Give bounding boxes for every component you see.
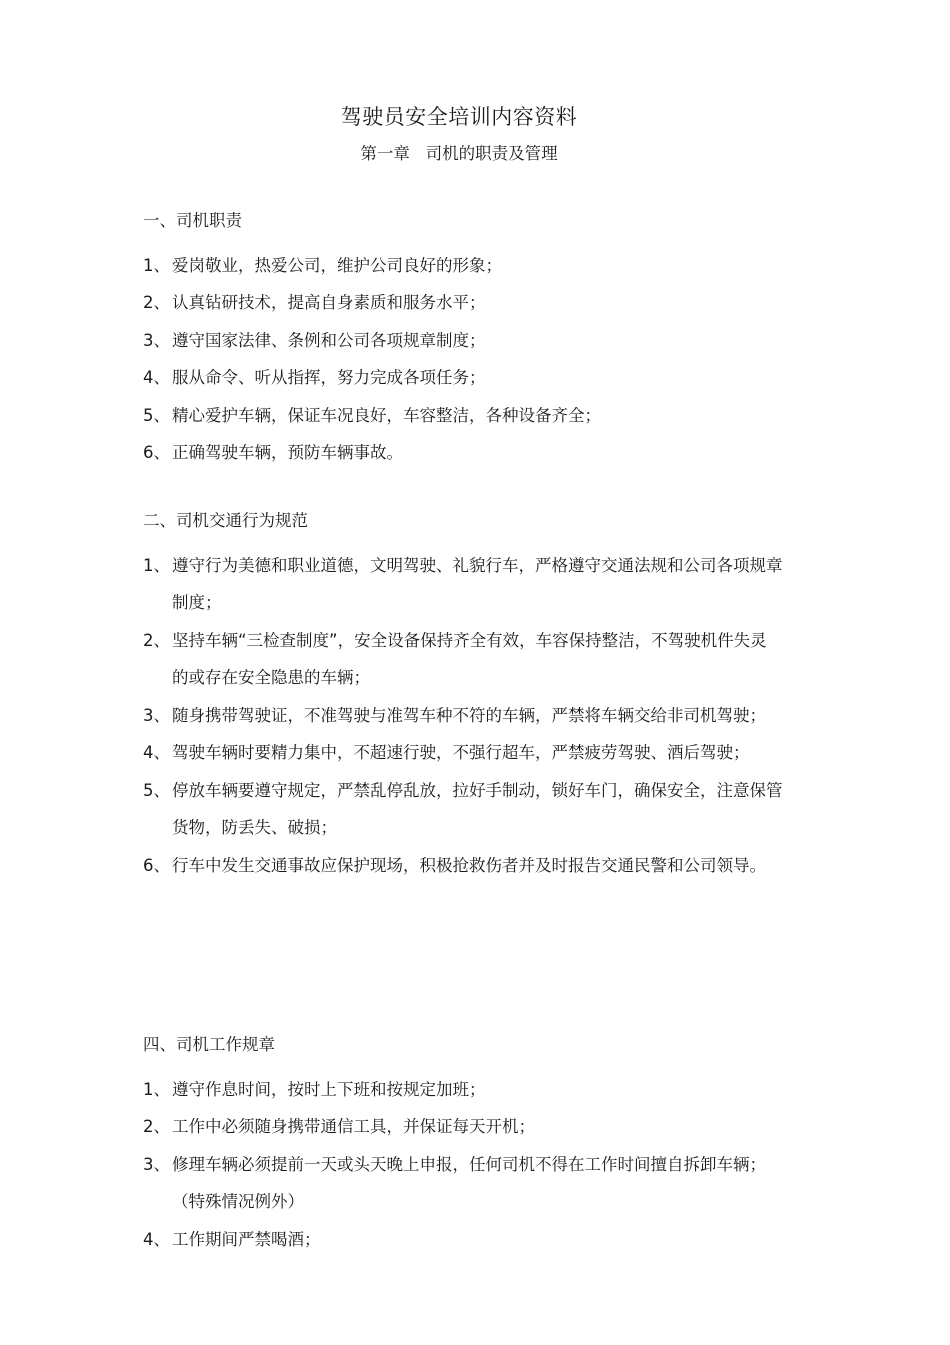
list-item [143,772,783,847]
item-number: 2、 [143,1117,170,1136]
section-heading: 四、司机工作规章 [143,1035,275,1054]
list-item [143,847,783,885]
item-text: 行车中发生交通事故应保护现场，积极抢救伤者并及时报告交通民警和公司领导。 [172,855,766,875]
list-item [143,1221,783,1259]
section-heading: 一、司机职责 [143,211,242,230]
item-number: 3、 [143,1154,170,1174]
item-text: 工作中必须随身携带通信工具，并保证每天开机； [172,1117,535,1136]
item-text: 遵守作息时间，按时上下班和按规定加班； [172,1079,486,1099]
item-number: 6、 [143,855,170,875]
item-text: 遵守国家法律、条例和公司各项规章制度； [172,330,486,350]
section-traffic-conduct [143,509,783,884]
item-text: 遵守行为美德和职业道德，文明驾驶、礼貌行车，严格遵守交通法规和公司各项规章制度； [172,555,783,612]
list-item [143,284,783,322]
chapter-title: 第一章 司机的职责及管理 [360,144,558,163]
list-item [143,247,783,285]
item-text: 坚持车辆“三检查制度”，安全设备保持齐全有效，车容保持整洁，不驾驶机件失灵的或存在安全隐患的车辆； [172,630,767,687]
item-text: 爱岗敬业，热爱公司，维护公司良好的形象； [172,255,502,275]
section-work-rules [143,1033,783,1258]
list-item [143,1108,783,1146]
list-item [143,547,783,622]
item-number: 6、 [143,443,170,462]
item-text: 正确驾驶车辆，预防车辆事故。 [172,443,403,462]
item-number: 1、 [143,1079,170,1099]
item-text: 驾驶车辆时要精力集中，不超速行驶，不强行超车，严禁疲劳驾驶、酒后驾驶； [172,743,750,762]
item-number: 1、 [143,255,170,275]
list-item [143,697,783,735]
list-item [143,397,783,435]
item-text: 修理车辆必须提前一天或头天晚上申报，任何司机不得在工作时间擅自拆卸车辆；（特殊情况例外） [172,1154,766,1211]
list-item [143,434,783,472]
list-item [143,622,783,697]
item-text: 认真钻研技术，提高自身素质和服务水平； [172,293,486,312]
list-item [143,322,783,360]
section-heading: 二、司机交通行为规范 [143,511,308,530]
item-number: 4、 [143,1229,170,1249]
item-text: 工作期间严禁喝酒； [172,1229,321,1249]
item-number: 2、 [143,630,170,650]
item-number: 3、 [143,705,170,725]
item-text: 精心爱护车辆，保证车况良好，车容整洁，各种设备齐全； [172,405,601,425]
section-driver-duties [143,209,783,472]
item-number: 1、 [143,555,170,575]
list-item [143,1146,783,1221]
item-number: 3、 [143,330,170,350]
item-number: 2、 [143,293,170,312]
item-number: 5、 [143,780,170,800]
item-number: 4、 [143,368,170,387]
item-number: 5、 [143,405,170,425]
item-text: 停放车辆要遵守规定，严禁乱停乱放，拉好手制动，锁好车门，确保安全，注意保管货物，防丢失、破损； [172,780,783,837]
item-number: 4、 [143,743,170,762]
item-text: 服从命令、听从指挥，努力完成各项任务； [172,368,486,387]
list-item [143,734,783,772]
document-title: 驾驶员安全培训内容资料 [340,105,578,129]
item-text: 随身携带驾驶证，不准驾驶与准驾车种不符的车辆，严禁将车辆交给非司机驾驶； [172,705,766,725]
list-item [143,1071,783,1109]
list-item [143,359,783,397]
